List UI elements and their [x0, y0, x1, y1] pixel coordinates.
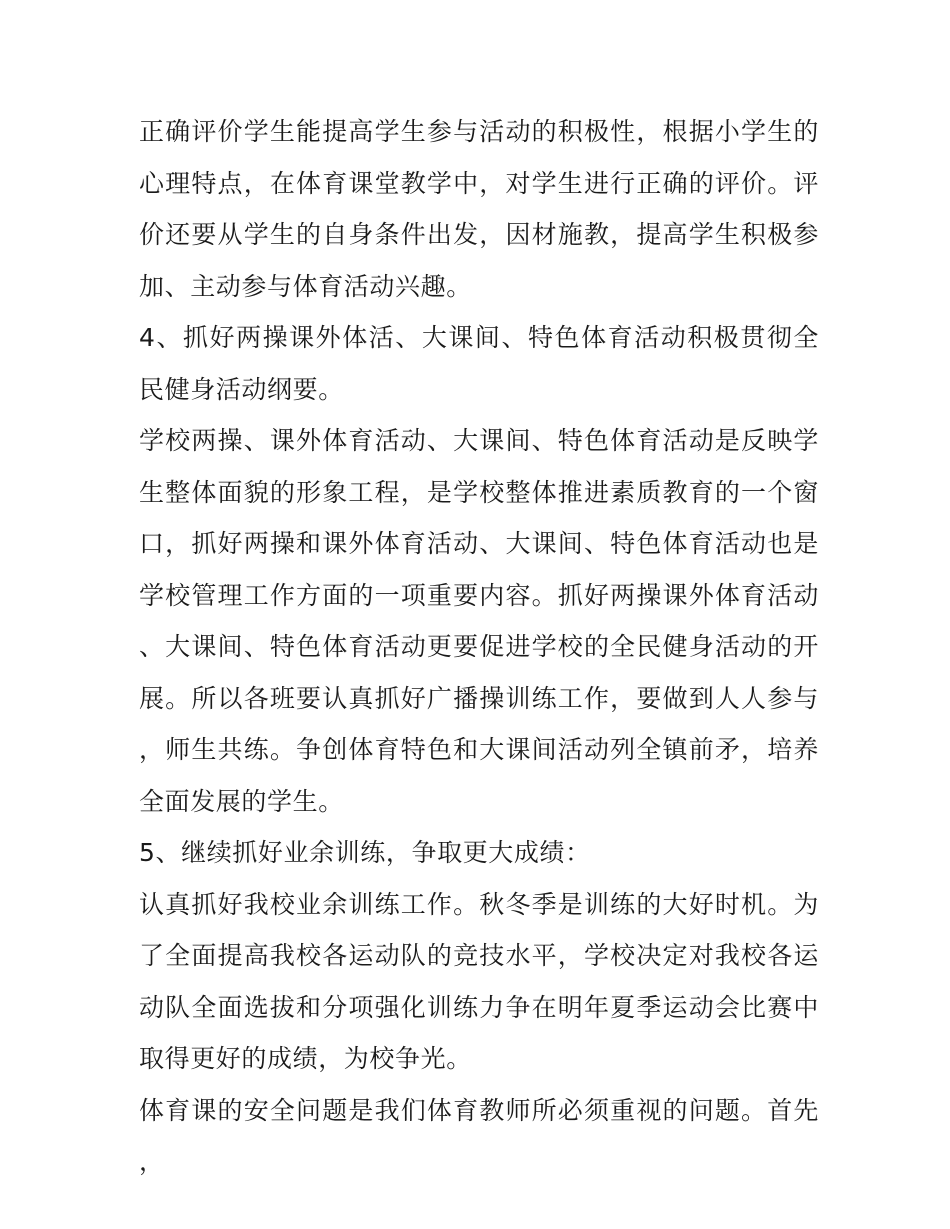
paragraph-safety: 体育课的安全问题是我们体育教师所必须重视的问题。首先，: [139, 1095, 819, 1176]
document-body: [139, 106, 819, 1188]
paragraph-training: 认真抓好我校业余训练工作。秋冬季是训练的大好时机。为了全面提高我校各运动队的竞技水平，学校决定对我校各运动队全面选拔和分项强化训练力争在明年夏季运动会比赛中取得更好的成绩，为校争光。: [139, 889, 819, 1073]
paragraph-exercises: 学校两操、课外体育活动、大课间、特色体育活动是反映学生整体面貌的形象工程，是学校整体推进素质教育的一个窗口，抓好两操和课外体育活动、大课间、特色体育活动也是学校管理工作方面的一项重要内容。抓好两操课外体育活动、大课间、特色体育活动更要促进学校的全民健身活动的开展。所以各班要认真抓好广播操训练工作，要做到人人参与，师生共练。争创体育特色和大课间活动列全镇前矛，培养全面发展的学生。: [139, 426, 819, 816]
heading-item-4: 4、抓好两操课外体活、大课间、特色体育活动积极贯彻全民健身活动纲要。: [139, 323, 819, 404]
heading-item-5: 5、继续抓好业余训练，争取更大成绩：: [139, 838, 591, 867]
paragraph-evaluation: 正确评价学生能提高学生参与活动的积极性，根据小学生的心理特点，在体育课堂教学中，对学生进行正确的评价。评价还要从学生的自身条件出发，因材施教，提高学生积极参加、主动参与体育活动兴趣。: [139, 117, 819, 301]
